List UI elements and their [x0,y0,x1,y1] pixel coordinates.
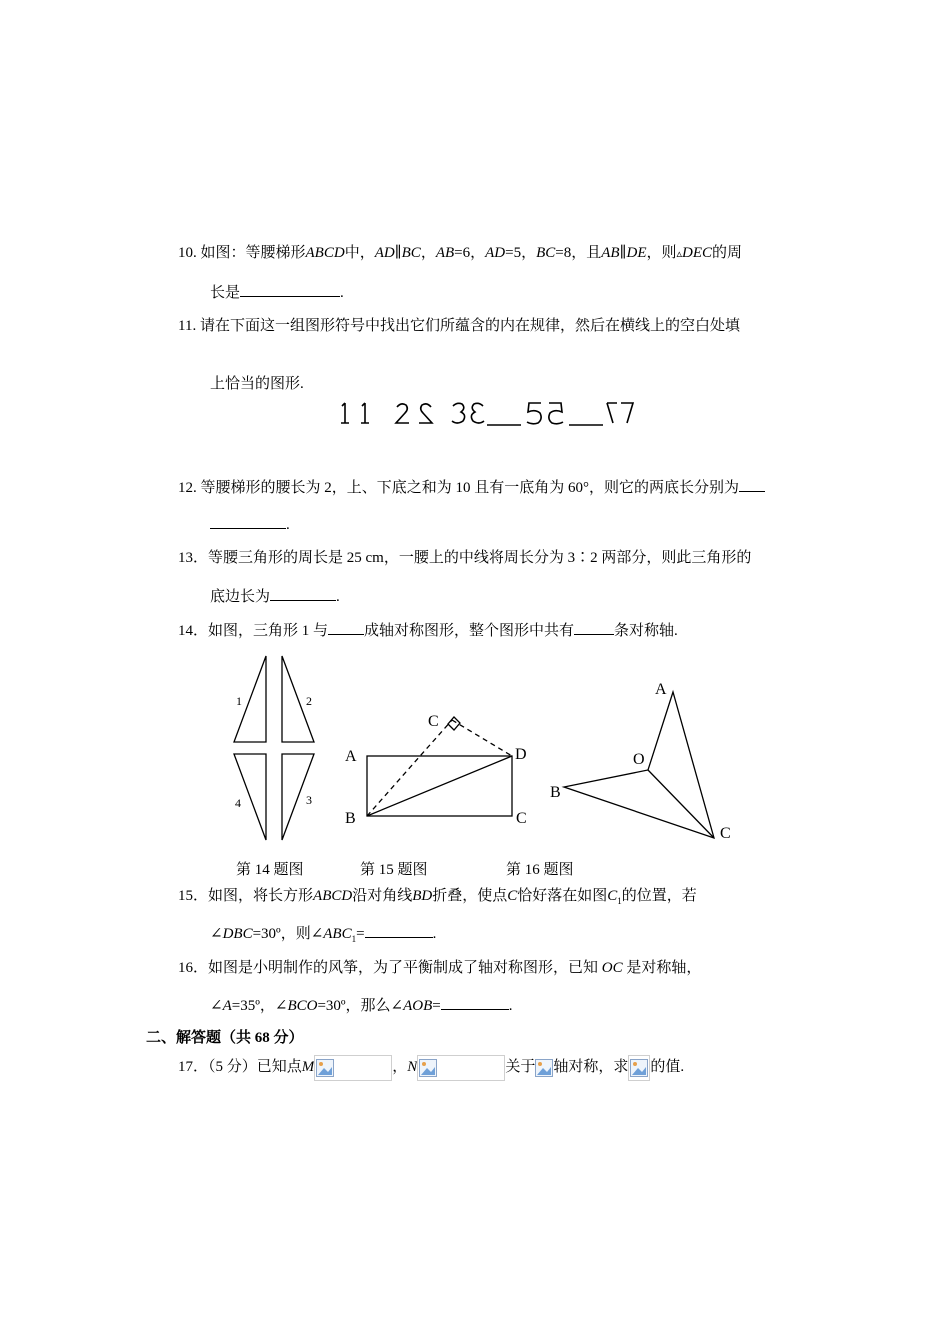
caption-fig-15: 第 15 题图 [360,862,428,878]
fig15-label-b: B [345,810,356,827]
symbol-sequence-figure [335,398,645,428]
fig16-label-b: B [550,784,561,801]
q14-line: 14．如图，三角形 1 与 成轴对称图形，整个图形中共有 条对称轴. [178,619,678,641]
section-2-title: 二、解答题（共 68 分） [146,1030,304,1046]
figure-15 [367,717,512,816]
broken-image-icon [316,1059,334,1077]
fig16-label-c: C [720,825,731,842]
q14-answer-blank-a[interactable] [328,619,364,635]
q16-answer-blank[interactable] [441,994,509,1010]
q13-answer-blank[interactable] [270,585,336,601]
symbol-5 [527,403,563,424]
q12-line2: . [210,513,290,535]
q15-answer-blank[interactable] [365,922,433,938]
q10-line2: 长是 . [210,281,344,303]
fig14-label-1: 1 [236,694,242,708]
q13-line1: 13．等腰三角形的周长是 25 cm，一腰上的中线将周长分为 3∶2 两部分，则此三角形的 [178,550,752,566]
q11-line2: 上恰当的图形. [210,376,304,392]
q12-line1: 12. 等腰梯形的腰长为 2，上、下底之和为 10 且有一底角为 60°，则它的两底长分别为 [178,476,765,498]
q10-answer-blank[interactable] [240,281,340,297]
q12-answer-blank-b[interactable] [210,513,286,529]
fig15-label-c: C [516,810,527,827]
m-coordinates-image [314,1055,392,1081]
fig15-label-a: A [345,748,357,765]
q11-line1: 11. 请在下面这一组图形符号中找出它们所蕴含的内在规律，然后在横线上的空白处填 [178,318,740,334]
broken-image-icon [535,1059,553,1077]
q14-answer-blank-b[interactable] [574,619,614,635]
caption-fig-14: 第 14 题图 [236,862,304,878]
fig15-label-d: D [515,746,527,763]
symbol-3 [452,403,484,423]
q16-line2: ∠A=35º，∠BCO=30º，那么∠AOB= . [210,994,513,1016]
symbol-1 [341,403,369,423]
broken-image-icon [419,1059,437,1077]
n-coordinates-image [417,1055,505,1081]
symbol-7 [607,403,633,423]
figure-14 [234,656,314,840]
fig14-label-4: 4 [235,796,241,810]
fig14-label-2: 2 [306,694,312,708]
q16-line1: 16．如图是小明制作的风筝，为了平衡制成了轴对称图形，已知 OC 是对称轴， [178,960,702,976]
caption-fig-16: 第 16 题图 [506,862,574,878]
fig15-label-c1: C [428,713,439,730]
q12-answer-blank-a[interactable] [739,476,765,492]
expression-image [628,1055,650,1081]
fig16-label-o: O [633,751,645,768]
symbol-2 [396,404,432,423]
q17-line: 17．（5 分）已知点M ，N 关于 轴对称，求 的值. [178,1054,684,1081]
fig14-label-3: 3 [306,793,312,807]
q10-line1: 10. 如图：等腰梯形ABCD中，AD∥BC，AB=6，AD=5，BC=8，且AB∥DE，则▵DEC的周 [178,245,743,261]
q13-line2: 底边长为 . [210,585,340,607]
axis-image [535,1056,553,1080]
fig16-label-a: A [655,681,667,698]
broken-image-icon [630,1059,648,1077]
q15-line2: ∠DBC=30º，则$\angle ABC_1=$ . [210,922,436,949]
figures-row [220,650,750,850]
q15-line1: 15．如图，将长方形ABCD沿对角线BD折叠，使点C恰好落在如图$C_1$的位置，若 [178,888,697,906]
